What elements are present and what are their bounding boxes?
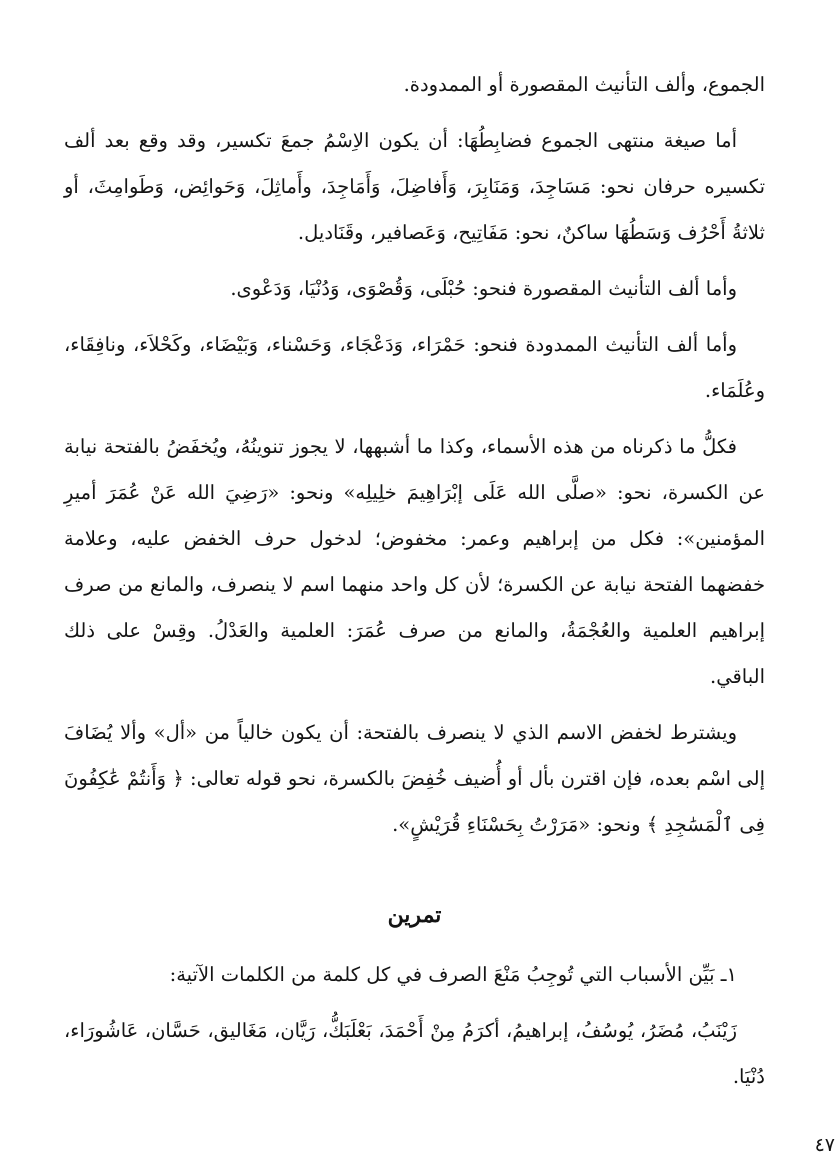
paragraph-rule: فكلُّ ما ذكرناه من هذه الأسماء، وكذا ما أشبهها، لا يجوز تنوينُهُ، ويُخفَضُ بالفتحة نيابة عن الكسرة، نحو: «صلَّى الله عَلَى إبْرَاهِيمَ خلِيلِه» ونحو: «رَضِيَ الله عَنْ عُمَرَ أميرِ المؤمنين»: فكل من إبراهيم وعمر: مخفوض؛ لدخول حرف الخفض عليه، وعلامة خفضهما الفتحة نيابة عن الكسرة؛ لأن كل واحد منهما اسم لا ينصرف، والمانع من صرف إبراهيم العلمية والعُجْمَةُ، والمانع من صرف عُمَرَ: العلمية والعَدْلُ. وقِسْ على ذلك الباقي. xyxy=(64,435,765,688)
paragraph-maqsura: وأما ألف التأنيث المقصورة فنحو: حُبْلَى، وَقُصْوَى، وَدُنْيَا، وَدَعْوى. xyxy=(230,277,737,300)
paragraph-continuation: الجموع، وألف التأنيث المقصورة أو الممدودة. xyxy=(403,73,765,96)
paragraph-mamduda: وأما ألف التأنيث الممدودة فنحو: حَمْرَاء، وَدَعْجَاء، وَحَسْناء، وَبَيْضَاء، وكَحْلاَء، ونافِقَاء، وعُلَمَاء. xyxy=(64,333,765,402)
paragraph-condition: ويشترط لخفض الاسم الذي لا ينصرف بالفتحة: أن يكون خالياً من «أل» وألا يُضَافَ إلى اسْم بعده، فإن اقترن بأل أو أُضيف خُفِضَ بالكسرة، نحو قوله تعالى: ﴿ وَأَنتُمْ عَٰكِفُونَ فِى ٱلْمَسَٰجِدِ ﴾ ونحو: «مَرَرْتُ بِحَسْنَاءِ قُرَيْشٍ». xyxy=(64,721,765,836)
paragraph-plural-form: أما صيغة منتهى الجموع فضابِطُهَا: أن يكون الاِسْمُ جمعَ تكسير، وقد وقع بعد ألف تكسيره حرفان نحو: مَسَاجِدَ، وَمَنَابِرَ، وَأَفاضِلَ، وَأَمَاجِدَ، وأَماثِلَ، وَحَوائِض، وَطَوامِثَ، أو ثلاثةُ أَحْرُف وَسَطُهَا ساكنٌ، نحو: مَفَاتِيح، وَعَصافير، وقَنَاديل. xyxy=(64,129,765,244)
page-number: ٤٧ xyxy=(814,1134,835,1156)
exercise-heading: تمرين xyxy=(387,902,442,928)
exercise-words: زَيْنَبُ، مُضَرُ، يُوسُفُ، إبراهيمُ، أكرَمُ مِنْ أَحْمَدَ، بَعْلَبَكُّ، رَيَّان، مَغَاليق، حَسَّان، عَاشُورَاء، دُنْيَا. xyxy=(64,1019,765,1088)
exercise-question: ١ـ بَيِّن الأسباب التي تُوجِبُ مَنْعَ الصرف في كل كلمة من الكلمات الآتية: xyxy=(169,963,737,986)
